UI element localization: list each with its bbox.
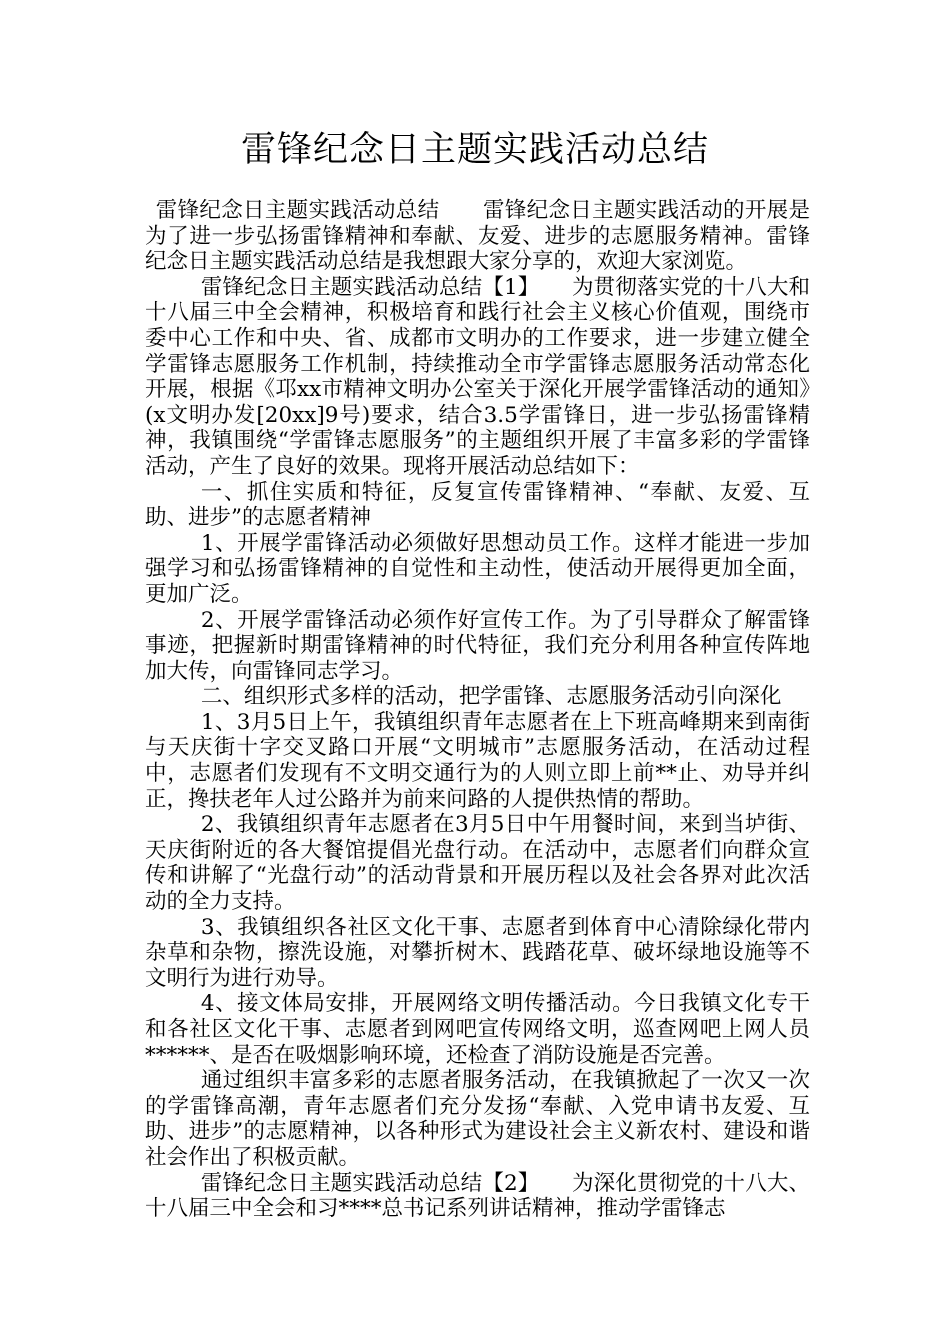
activity-4-paragraph: 4、接文体局安排，开展网络文明传播活动。今日我镇文化专干和各社区文化干事、志愿者到网吧宣传网络文明，巡查网吧上网人员******、是否在吸烟影响环境，还检查了消防设施是否完善。 (145, 991, 810, 1068)
intro-paragraph: 雷锋纪念日主题实践活动总结 雷锋纪念日主题实践活动的开展是为了进一步弘扬雷锋精神和奉献、友爱、进步的志愿服务精神。雷锋纪念日主题实践活动总结是我想跟大家分享的，欢迎大家浏览。 (145, 198, 810, 275)
activity-1-paragraph: 1、3月5日上午，我镇组织青年志愿者在上下班高峰期来到南街与天庆街十字交叉路口开展“文明城市”志愿服务活动，在活动过程中，志愿者们发现有不文明交通行为的人则立即上前**止、劝导并纠正，搀扶老年人过公路并为前来问路的人提供热情的帮助。 (145, 709, 810, 812)
document-body (145, 198, 810, 1222)
activity-2-paragraph: 2、我镇组织青年志愿者在3月5日中午用餐时间，来到当垆街、天庆街附近的各大餐馆提倡光盘行动。在活动中，志愿者们向群众宣传和讲解了“光盘行动”的活动背景和开展历程以及社会各界对此次活动的全力支持。 (145, 812, 810, 915)
conclusion-paragraph: 通过组织丰富多彩的志愿者服务活动，在我镇掀起了一次又一次的学雷锋高潮，青年志愿者们充分发扬“奉献、入党申请书友爱、互助、进步”的志愿精神，以各种形式为建设社会主义新农村、建设和谐社会作出了积极贡献。 (145, 1068, 810, 1170)
item-2-paragraph: 2、开展学雷锋活动必须作好宣传工作。为了引导群众了解雷锋事迹，把握新时期雷锋精神的时代特征，我们充分利用各种宣传阵地加大传，向雷锋同志学习。 (145, 607, 810, 684)
heading-two: 二、组织形式多样的活动，把学雷锋、志愿服务活动引向深化 (200, 684, 782, 710)
section-1-paragraph: 雷锋纪念日主题实践活动总结【1】 为贯彻落实党的十八大和十八届三中全会精神，积极培育和践行社会主义核心价值观，围绕市委中心工作和中央、省、成都市文明办的工作要求，进一步建立健全学雷锋志愿服务工作机制，持续推动全市学雷锋志愿服务活动常态化开展，根据《邛xx市精神文明办公室关于深化开展学雷锋活动的通知》(x文明办发[20xx]9号)要求，结合3.5学雷锋日，进一步弘扬雷锋精神，我镇围绕“学雷锋志愿服务”的主题组织开展了丰富多彩的学雷锋活动，产生了良好的效果。现将开展活动总结如下： (145, 274, 810, 479)
activity-3-paragraph: 3、我镇组织各社区文化干事、志愿者到体育中心清除绿化带内杂草和杂物，擦洗设施，对攀折树木、践踏花草、破坏绿地设施等不文明行为进行劝导。 (145, 914, 810, 991)
item-1-paragraph: 1、开展学雷锋活动必须做好思想动员工作。这样才能进一步加强学习和弘扬雷锋精神的自觉性和主动性，使活动开展得更加全面，更加广泛。 (145, 530, 810, 607)
document-title: 雷锋纪念日主题实践活动总结 (240, 130, 709, 170)
heading-one: 一、抓住实质和特征，反复宣传雷锋精神、“奉献、友爱、互助、进步”的志愿者精神 (145, 479, 810, 531)
section-2-paragraph: 雷锋纪念日主题实践活动总结【2】 为深化贯彻党的十八大、十八届三中全会和习****总书记系列讲话精神，推动学雷锋志 (145, 1170, 810, 1222)
